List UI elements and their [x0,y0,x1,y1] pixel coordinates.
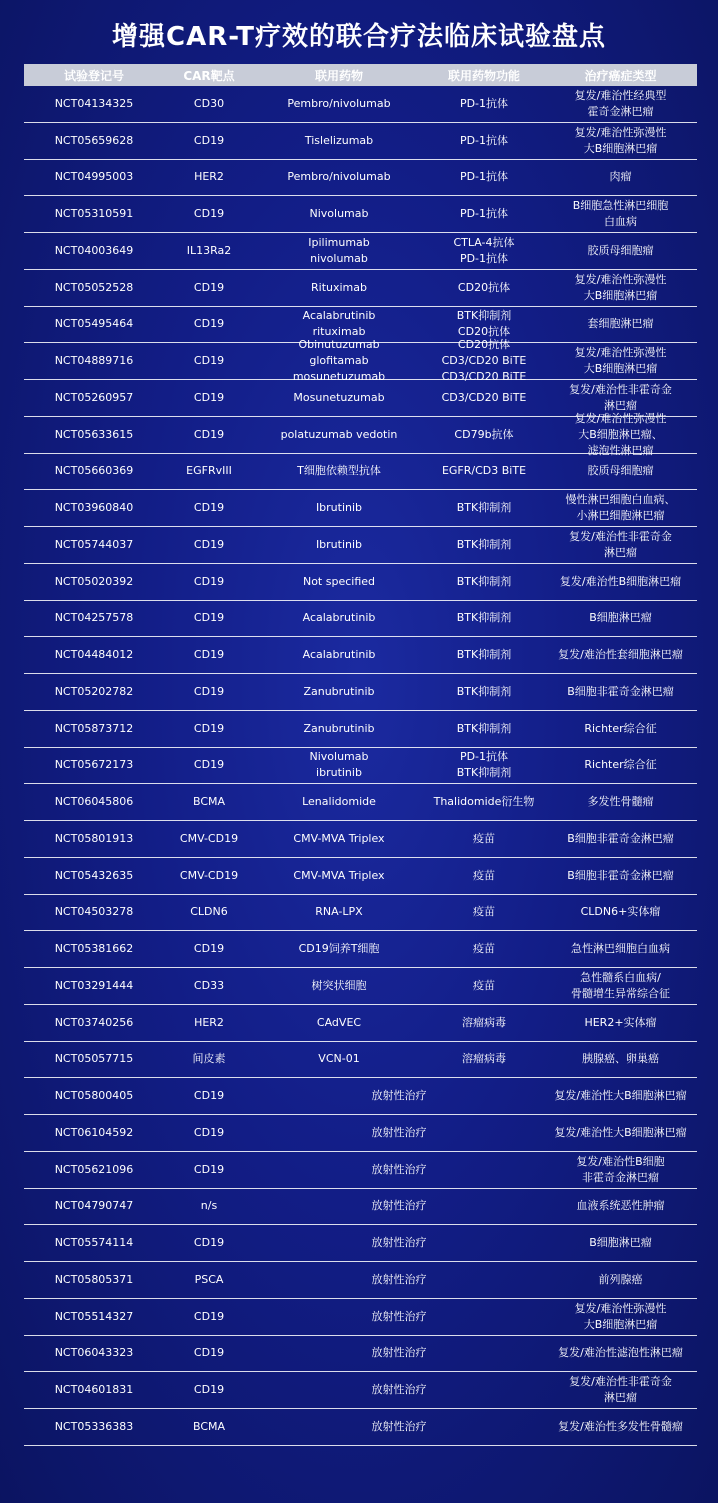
cancer-type-cell: 复发/难治性非霍奇金 淋巴瘤 [569,382,672,412]
drug-function-cell: BTK抑制剂 [456,721,512,735]
table-row [24,1115,697,1152]
trial-id-cell: NCT04134325 [54,96,134,110]
table-row [24,1225,697,1262]
drug-function-cell: 疫苗 [473,942,495,956]
car-target-cell: EGFRvIII [186,464,232,478]
table-row [24,1299,697,1336]
cancer-type-cell: 复发/难治性大B细胞淋巴瘤 [554,1089,687,1103]
car-target-cell: CD19 [193,207,225,221]
page-title: 增强CAR-T疗效的联合疗法临床试验盘点 [112,22,606,52]
trial-id-cell: NCT04889716 [54,354,134,368]
trial-id-cell: NCT05202782 [54,684,134,698]
cancer-type-cell: 复发/难治性B细胞淋巴瘤 [559,574,682,588]
table-row [24,748,697,785]
table-row [24,1042,697,1079]
drug-function-cell: 溶瘤病毒 [462,1015,506,1029]
cancer-type-cell: 胰腺癌、卵巢癌 [582,1052,659,1066]
cancer-type-cell: 前列腺癌 [598,1272,643,1286]
trial-id-cell: NCT05381662 [54,942,134,956]
cancer-type-cell: 复发/难治性多发性骨髓瘤 [558,1419,683,1433]
therapy-span-cell: 放射性治疗 [371,1162,427,1176]
combo-drug-cell: Ibrutinib [315,537,363,551]
cancer-type-cell: 急性髓系白血病/ 骨髓增生异常综合征 [571,970,670,1000]
car-target-cell: CD19 [193,611,225,625]
drug-function-cell: 疫苗 [473,905,495,919]
table-row [24,784,697,821]
combo-drug-cell: CMV-MVA Triplex [293,831,385,845]
table-row [24,123,697,160]
table-row [24,86,697,123]
therapy-span-cell: 放射性治疗 [371,1419,427,1433]
table-body [24,86,697,1446]
car-target-cell: CD19 [193,1309,225,1323]
car-target-cell: CD19 [193,390,225,404]
trial-id-cell: NCT04003649 [54,243,134,257]
trial-id-cell: NCT05659628 [54,133,134,147]
combo-drug-cell: CD19饲养T细胞 [298,942,380,956]
table-row [24,1409,697,1446]
drug-function-cell: 溶瘤病毒 [462,1052,506,1066]
car-target-cell: CD19 [193,537,225,551]
drug-function-cell: CD3/CD20 BiTE [441,390,527,404]
drug-function-cell: BTK抑制剂 [456,648,512,662]
car-target-cell: CD19 [193,354,225,368]
drug-function-cell: CD20抗体 [457,280,511,294]
trial-id-cell: NCT05052528 [54,280,134,294]
trial-id-cell: NCT04257578 [54,611,134,625]
car-target-cell: HER2 [194,170,224,184]
trial-id-cell: NCT06104592 [54,1125,134,1139]
table-row [24,858,697,895]
therapy-span-cell: 放射性治疗 [371,1089,427,1103]
trial-id-cell: NCT03291444 [54,978,134,992]
table-row [24,564,697,601]
cancer-type-cell: B细胞急性淋巴细胞 白血病 [572,199,669,229]
table-row [24,233,697,270]
trial-id-cell: NCT05873712 [54,721,134,735]
trial-id-cell: NCT05057715 [54,1052,134,1066]
cancer-type-cell: 复发/难治性滤泡性淋巴瘤 [558,1346,683,1360]
car-target-cell: CD19 [193,574,225,588]
table-row [24,338,697,384]
combo-drug-cell: RNA-LPX [315,905,363,919]
trial-id-cell: NCT05660369 [54,464,134,478]
trial-id-cell: NCT04790747 [54,1199,134,1213]
table-row [24,527,697,564]
cancer-type-cell: 胶质母细胞瘤 [587,243,654,257]
cancer-type-cell: 复发/难治性经典型 霍奇金淋巴瘤 [574,88,667,118]
car-target-cell: CMV-CD19 [179,868,239,882]
car-target-cell: CD30 [193,96,225,110]
combo-drug-cell: Rituximab [311,280,367,294]
car-target-cell: CD19 [193,684,225,698]
trial-id-cell: NCT04503278 [54,905,134,919]
combo-drug-cell: T细胞依赖型抗体 [297,464,381,478]
table-row [24,160,697,197]
car-target-cell: CD19 [193,721,225,735]
cancer-type-cell: 复发/难治性弥漫性 大B细胞淋巴瘤 [574,272,667,302]
cancer-type-cell: Richter综合征 [584,758,657,772]
table-row [24,1078,697,1115]
table-row [24,601,697,638]
trial-id-cell: NCT06045806 [54,795,134,809]
table-row [24,968,697,1005]
trial-id-cell: NCT05432635 [54,868,134,882]
header-combo-drug: 联用药物 [314,68,363,83]
cancer-type-cell: 复发/难治性非霍奇金 淋巴瘤 [569,529,672,559]
combo-drug-cell: Not specified [302,574,376,588]
trial-id-cell: NCT03740256 [54,1015,134,1029]
car-target-cell: CD19 [193,1346,225,1360]
table-row [24,270,697,307]
table-row [24,1372,697,1409]
trials-table [24,64,697,1446]
header-drug-function: 联用药物功能 [447,68,520,83]
car-target-cell: BCMA [192,1419,226,1433]
cancer-type-cell: 复发/难治性B细胞 非霍奇金淋巴瘤 [576,1154,665,1184]
table-header [24,64,697,86]
drug-function-cell: BTK抑制剂 [456,574,512,588]
car-target-cell: CD19 [193,427,225,441]
trial-id-cell: NCT06043323 [54,1346,134,1360]
cancer-type-cell: 套细胞淋巴瘤 [587,317,654,331]
car-target-cell: CLDN6 [190,905,228,919]
cancer-type-cell: Richter综合征 [584,721,657,735]
trial-id-cell: NCT05801913 [54,831,134,845]
trial-id-cell: NCT05020392 [54,574,134,588]
drug-function-cell: PD-1抗体 BTK抑制剂 [456,750,512,780]
combo-drug-cell: Zanubrutinib [303,721,375,735]
trial-id-cell: NCT04601831 [54,1383,134,1397]
combo-drug-cell: Mosunetuzumab [293,390,385,404]
car-target-cell: CMV-CD19 [179,831,239,845]
car-target-cell: BCMA [192,795,226,809]
drug-function-cell: BTK抑制剂 [456,611,512,625]
combo-drug-cell: Nivolumab ibrutinib [309,750,369,780]
trial-id-cell: NCT05672173 [54,758,134,772]
table-row [24,1336,697,1373]
cancer-type-cell: B细胞非霍奇金淋巴瘤 [567,831,674,845]
drug-function-cell: BTK抑制剂 CD20抗体 [456,309,512,339]
table-row [24,196,697,233]
cancer-type-cell: 肉瘤 [609,170,632,184]
car-target-cell: CD33 [193,978,225,992]
drug-function-cell: BTK抑制剂 [456,501,512,515]
cancer-type-cell: 血液系统恶性肿瘤 [576,1199,665,1213]
trial-id-cell: NCT05495464 [54,317,134,331]
cancer-type-cell: B细胞非霍奇金淋巴瘤 [567,868,674,882]
car-target-cell: CD19 [193,1162,225,1176]
trial-id-cell: NCT05805371 [54,1272,134,1286]
cancer-type-cell: 复发/难治性套细胞淋巴瘤 [558,648,683,662]
car-target-cell: CD19 [193,1089,225,1103]
cancer-type-cell: 慢性淋巴细胞白血病、 小淋巴细胞淋巴瘤 [565,493,676,523]
trial-id-cell: NCT03960840 [54,501,134,515]
car-target-cell: CD19 [193,1236,225,1250]
drug-function-cell: PD-1抗体 [459,133,509,147]
combo-drug-cell: VCN-01 [318,1052,360,1066]
trial-id-cell: NCT05621096 [54,1162,134,1176]
trial-id-cell: NCT05744037 [54,537,134,551]
cancer-type-cell: B细胞淋巴瘤 [589,611,652,625]
therapy-span-cell: 放射性治疗 [371,1236,427,1250]
cancer-type-cell: 复发/难治性弥漫性 大B细胞淋巴瘤 [574,346,667,376]
trial-id-cell: NCT05800405 [54,1089,134,1103]
cancer-type-cell: B细胞非霍奇金淋巴瘤 [567,684,674,698]
cancer-type-cell: 胶质母细胞瘤 [587,464,654,478]
drug-function-cell: CD20抗体 CD3/CD20 BiTE CD3/CD20 BiTE [441,338,527,384]
cancer-type-cell: B细胞淋巴瘤 [589,1236,652,1250]
drug-function-cell: 疫苗 [473,831,495,845]
car-target-cell: HER2 [194,1015,224,1029]
trial-id-cell: NCT05260957 [54,390,134,404]
combo-drug-cell: CMV-MVA Triplex [293,868,385,882]
combo-drug-cell: Pembro/nivolumab [287,96,391,110]
car-target-cell: 间皮素 [192,1052,226,1066]
car-target-cell: IL13Ra2 [186,243,232,257]
car-target-cell: CD19 [193,280,225,294]
car-target-cell: CD19 [193,317,225,331]
therapy-span-cell: 放射性治疗 [371,1309,427,1323]
cancer-type-cell: 复发/难治性弥漫性 大B细胞淋巴瘤、 滤泡性淋巴瘤 [574,411,667,457]
combo-drug-cell: Acalabrutinib [302,611,376,625]
drug-function-cell: Thalidomide衍生物 [433,795,535,809]
therapy-span-cell: 放射性治疗 [371,1383,427,1397]
drug-function-cell: PD-1抗体 [459,96,509,110]
drug-function-cell: PD-1抗体 [459,207,509,221]
table-row [24,931,697,968]
drug-function-cell: 疫苗 [473,978,495,992]
trial-id-cell: NCT05336383 [54,1419,134,1433]
trial-id-cell: NCT04995003 [54,170,134,184]
cancer-type-cell: 急性淋巴细胞白血病 [571,942,670,956]
combo-drug-cell: Ipilimumab nivolumab [308,235,370,265]
table-row [24,490,697,527]
combo-drug-cell: Acalabrutinib [302,648,376,662]
header-cancer-type: 治疗癌症类型 [584,68,657,83]
table-row [24,895,697,932]
car-target-cell: CD19 [193,133,225,147]
trial-id-cell: NCT05574114 [54,1236,134,1250]
table-row [24,711,697,748]
drug-function-cell: PD-1抗体 [459,170,509,184]
combo-drug-cell: Lenalidomide [302,795,376,809]
drug-function-cell: CTLA-4抗体 PD-1抗体 [453,235,515,265]
trial-id-cell: NCT04484012 [54,648,134,662]
combo-drug-cell: Tislelizumab [304,133,374,147]
cancer-type-cell: 复发/难治性弥漫性 大B细胞淋巴瘤 [574,125,667,155]
therapy-span-cell: 放射性治疗 [371,1272,427,1286]
car-target-cell: CD19 [193,758,225,772]
table-row [24,821,697,858]
combo-drug-cell: Zanubrutinib [303,684,375,698]
drug-function-cell: EGFR/CD3 BiTE [441,464,527,478]
car-target-cell: CD19 [193,648,225,662]
header-trial-id: 试验登记号 [63,68,124,83]
car-target-cell: CD19 [193,942,225,956]
therapy-span-cell: 放射性治疗 [371,1125,427,1139]
car-target-cell: CD19 [193,1383,225,1397]
drug-function-cell: BTK抑制剂 [456,684,512,698]
drug-function-cell: CD79b抗体 [454,427,514,441]
trial-id-cell: NCT05310591 [54,207,134,221]
combo-drug-cell: Nivolumab [309,207,369,221]
combo-drug-cell: Obinutuzumab glofitamab mosunetuzumab [292,338,386,384]
cancer-type-cell: HER2+实体瘤 [584,1015,657,1029]
cancer-type-cell: 复发/难治性弥漫性 大B细胞淋巴瘤 [574,1301,667,1331]
therapy-span-cell: 放射性治疗 [371,1199,427,1213]
table-row [24,637,697,674]
combo-drug-cell: polatuzumab vedotin [280,427,398,441]
car-target-cell: CD19 [193,1125,225,1139]
combo-drug-cell: Acalabrutinib rituximab [302,309,376,339]
table-row [24,674,697,711]
cancer-type-cell: 复发/难治性非霍奇金 淋巴瘤 [569,1375,672,1405]
header-car-target: CAR靶点 [183,68,235,83]
table-row [24,454,697,491]
drug-function-cell: BTK抑制剂 [456,537,512,551]
cancer-type-cell: 多发性骨髓瘤 [587,795,654,809]
combo-drug-cell: 树突状细胞 [311,978,367,992]
table-row [24,1005,697,1042]
cancer-type-cell: CLDN6+实体瘤 [580,905,661,919]
table-row [24,1262,697,1299]
car-target-cell: n/s [200,1199,218,1213]
therapy-span-cell: 放射性治疗 [371,1346,427,1360]
car-target-cell: PSCA [194,1272,224,1286]
cancer-type-cell: 复发/难治性大B细胞淋巴瘤 [554,1125,687,1139]
trial-id-cell: NCT05514327 [54,1309,134,1323]
trial-id-cell: NCT05633615 [54,427,134,441]
combo-drug-cell: Ibrutinib [315,501,363,515]
drug-function-cell: 疫苗 [473,868,495,882]
table-row [24,1189,697,1226]
table-row [24,411,697,457]
car-target-cell: CD19 [193,501,225,515]
combo-drug-cell: Pembro/nivolumab [287,170,391,184]
combo-drug-cell: CAdVEC [316,1015,362,1029]
table-row [24,1152,697,1189]
